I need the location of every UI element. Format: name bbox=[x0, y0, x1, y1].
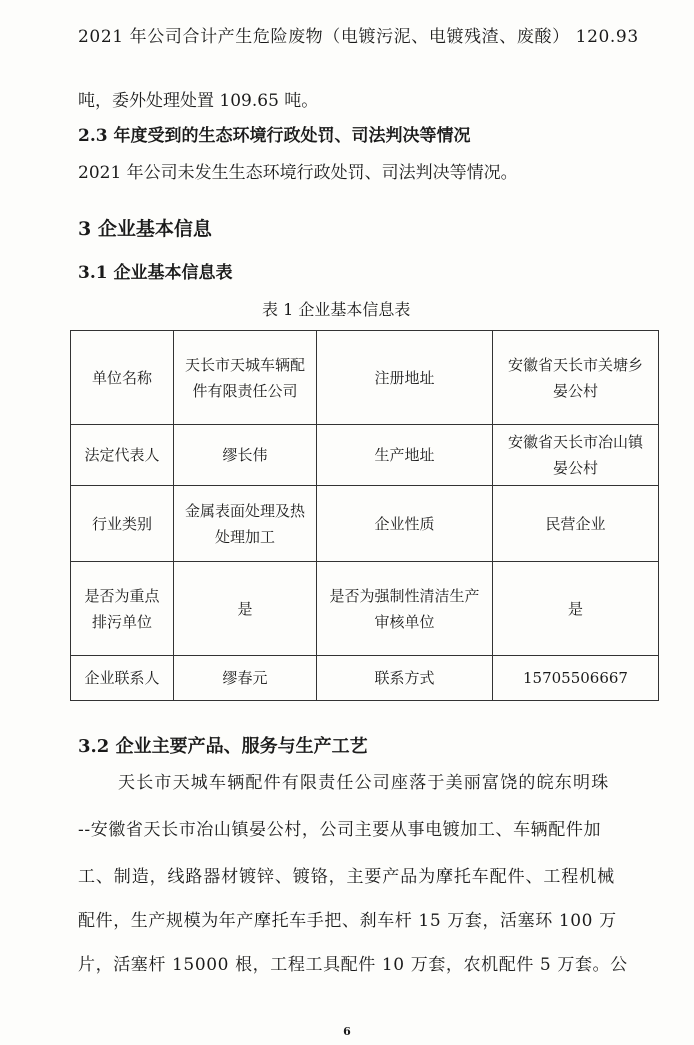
table-cell: 注册地址 bbox=[317, 331, 493, 425]
section-heading-3-1: 3.1 企业基本信息表 bbox=[78, 263, 233, 283]
table-cell: 联系方式 bbox=[317, 656, 493, 701]
table-cell: 民营企业 bbox=[493, 486, 659, 562]
table-row bbox=[71, 562, 659, 656]
table-cell: 企业性质 bbox=[317, 486, 493, 562]
paragraph-line: 2021 年公司合计产生危险废物（电镀污泥、电镀残渣、废酸） 120.93 bbox=[78, 27, 639, 47]
table-cell: 金属表面处理及热处理加工 bbox=[174, 486, 317, 562]
table-cell: 单位名称 bbox=[71, 331, 174, 425]
table-row bbox=[71, 656, 659, 701]
paragraph-line: --安徽省天长市冶山镇晏公村，公司主要从事电镀加工、车辆配件加 bbox=[78, 820, 602, 840]
paragraph-line: 吨，委外处理处置 109.65 吨。 bbox=[78, 91, 319, 111]
paragraph-line: 工、制造，线路器材镀锌、镀铬，主要产品为摩托车配件、工程机械 bbox=[78, 867, 615, 887]
company-info-table bbox=[70, 330, 659, 701]
table-cell: 企业联系人 bbox=[71, 656, 174, 701]
page-number: 6 bbox=[343, 1025, 351, 1038]
table-cell: 天长市天城车辆配件有限责任公司 bbox=[174, 331, 317, 425]
table-cell: 行业类别 bbox=[71, 486, 174, 562]
paragraph-line: 片，活塞杆 15000 根，工程工具配件 10 万套，农机配件 5 万套。公 bbox=[78, 955, 628, 975]
table-row bbox=[71, 425, 659, 486]
table-row bbox=[71, 331, 659, 425]
table-cell: 缪长伟 bbox=[174, 425, 317, 486]
table-row bbox=[71, 486, 659, 562]
table-cell: 法定代表人 bbox=[71, 425, 174, 486]
table-cell: 安徽省天长市冶山镇晏公村 bbox=[493, 425, 659, 486]
table-cell: 缪春元 bbox=[174, 656, 317, 701]
section-text-2-3: 2021 年公司未发生生态环境行政处罚、司法判决等情况。 bbox=[78, 163, 518, 183]
paragraph-line: 天长市天城车辆配件有限责任公司座落于美丽富饶的皖东明珠 bbox=[118, 773, 610, 793]
section-heading-3-2: 3.2 企业主要产品、服务与生产工艺 bbox=[78, 736, 368, 757]
table-cell: 是 bbox=[493, 562, 659, 656]
section-heading-3: 3 企业基本信息 bbox=[78, 218, 212, 240]
table-cell: 是否为强制性清洁生产审核单位 bbox=[317, 562, 493, 656]
table-cell: 是否为重点排污单位 bbox=[71, 562, 174, 656]
table-cell: 是 bbox=[174, 562, 317, 656]
table-caption: 表 1 企业基本信息表 bbox=[262, 300, 411, 319]
table-cell: 安徽省天长市关塘乡晏公村 bbox=[493, 331, 659, 425]
paragraph-line: 配件，生产规模为年产摩托车手把、刹车杆 15 万套，活塞环 100 万 bbox=[78, 911, 617, 931]
table-cell: 15705506667 bbox=[493, 656, 659, 701]
table-cell: 生产地址 bbox=[317, 425, 493, 486]
section-heading-2-3: 2.3 年度受到的生态环境行政处罚、司法判决等情况 bbox=[78, 126, 471, 146]
